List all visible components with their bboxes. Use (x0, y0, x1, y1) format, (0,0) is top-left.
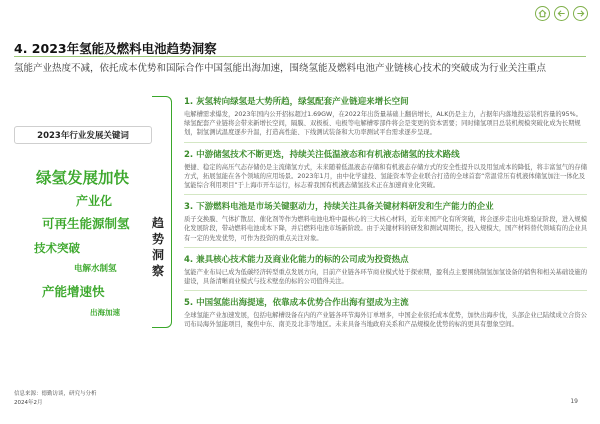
source-note: 信息来源：德勤访谈，研究与分析 (14, 391, 97, 397)
trend-item-body: 氢能产业布局已成为低碳经济转型重点发展方向，目前产业链各环节商业模式处于探索期，盈利点主要围绕制氢加氢设备的销售和相关基础设施的建设，具备清晰商业模式与技术壁垒的标的公司值得关注。 (184, 268, 587, 286)
home-icon (538, 9, 547, 18)
keyword: 可再生能源制氢 (42, 216, 130, 231)
divider (184, 194, 587, 195)
next-page-button[interactable] (573, 6, 588, 21)
trend-item-heading: 2. 中游储氢技术不断更迭，持续关注低温液态和有机液态储氢的技术路线 (184, 149, 460, 160)
keyword: 电解水制氢 (74, 264, 117, 274)
keyword: 产业化 (76, 194, 113, 208)
arrow-right-icon (576, 9, 585, 18)
nav-buttons (535, 6, 588, 21)
keyword: 出海加速 (90, 308, 120, 317)
footer (14, 390, 97, 408)
divider (184, 142, 587, 143)
keywords-header: 2023年行业发展关键词 (14, 126, 152, 144)
trend-insight-label: 趋势洞察 (151, 216, 164, 278)
keyword: 绿氢发展加快 (36, 169, 130, 187)
arrow-left-icon (557, 9, 566, 18)
report-date: 2024年2月 (14, 400, 43, 406)
keyword-cloud (14, 152, 152, 322)
trend-item (184, 253, 587, 286)
trend-item (184, 95, 587, 138)
trend-item (184, 296, 587, 329)
trend-bracket (152, 96, 172, 328)
title-divider (14, 56, 586, 57)
trend-item-heading: 3. 下游燃料电池是市场关键驱动力，持续关注具备关键材料研发和生产能力的企业 (184, 202, 494, 213)
keyword: 产能增速快 (42, 284, 105, 299)
trend-item-heading: 1. 灰氢转向绿氢是大势所趋，绿氢配套产业链迎来增长空间 (184, 97, 409, 107)
keyword: 技术突破 (34, 241, 80, 255)
trend-item-heading: 4. 兼具核心技术能力及商业化能力的标的公司成为投资热点 (184, 254, 409, 265)
trend-item-body: 电解槽需求爆发，2023年国内公开招标超过1.69GW，在2022年出货量基础上翻倍增长，ALK仍是主力，占据年内落地投运装机容量的95%。绿氢配套产业链将会带来新增长空间，隔膜、双极板、电极等电解槽零部件将会是变更的资本需要；同时储氢项目总装机规模突破化成为长期规划，制氢测试温度逐步升温，打造高性能、下线测试装备和大功率测试平台需求逐步呈现。 (184, 111, 582, 137)
home-button[interactable] (535, 6, 550, 21)
trend-item (184, 200, 587, 243)
intro-text: 氢能产业热度不减，依托成本优势和国际合作中国氢能出海加速，围绕氢能及燃料电池产业链核心技术的突破成为行业关注重点 (14, 63, 547, 74)
divider (184, 290, 587, 291)
trend-item-body: 全球氢能产业加速发展，包括电解槽设备在内的产业链各环节海外订单增多，中国企业依托成本优势，加快出海步伐，头部企业已陆续成立合资公司布局海外氢能项目，聚焦中东、南美及北非等地区。未来具备当地政府关系和产品规模化优势的标的更具有想象空间。 (184, 312, 587, 329)
prev-page-button[interactable] (554, 6, 569, 21)
trend-item-body: 便捷、稳定的高压气态存储仍是主流储氢方式，未来随着低温液态存储和有机液态存储方式的安全性提升以及用氢成本的降低，将丰富氢气的存储方式，拓展氢能在各个领域的应用场景。2023年1月，由中化学建投、氢能资本等企业联合打造的全球首套“常温常压有机液体储氢加注一体化及氢能综合利用项目”于上海市开车运行，标志着我国有机液态储氢技术正在加速商业化突破。 (184, 163, 587, 190)
page-title: 4. 2023年氢能及燃料电池趋势洞察 (14, 41, 217, 56)
page-number: 19 (570, 398, 578, 405)
trend-item-heading: 5. 中国氢能出海提速，依靠成本优势合作出海有望成为主流 (184, 298, 409, 309)
trend-list (184, 95, 587, 330)
divider (184, 247, 587, 248)
trend-item-body: 质子交换膜、气体扩散层、催化剂等作为燃料电池电堆中最核心的三大核心材料，近年来国产化有所突破，将会逐步走出电堆验证阶段，进入规模化发展阶段，带动燃料电池成本下降，并启燃料电池市场新阶段。由于关键材料的研发和测试周期长，投入规模大，国产材料替代领域有的企业具有一定的先发优势，可作为投资的重点关注对象。 (184, 216, 587, 242)
trend-item (184, 148, 587, 191)
